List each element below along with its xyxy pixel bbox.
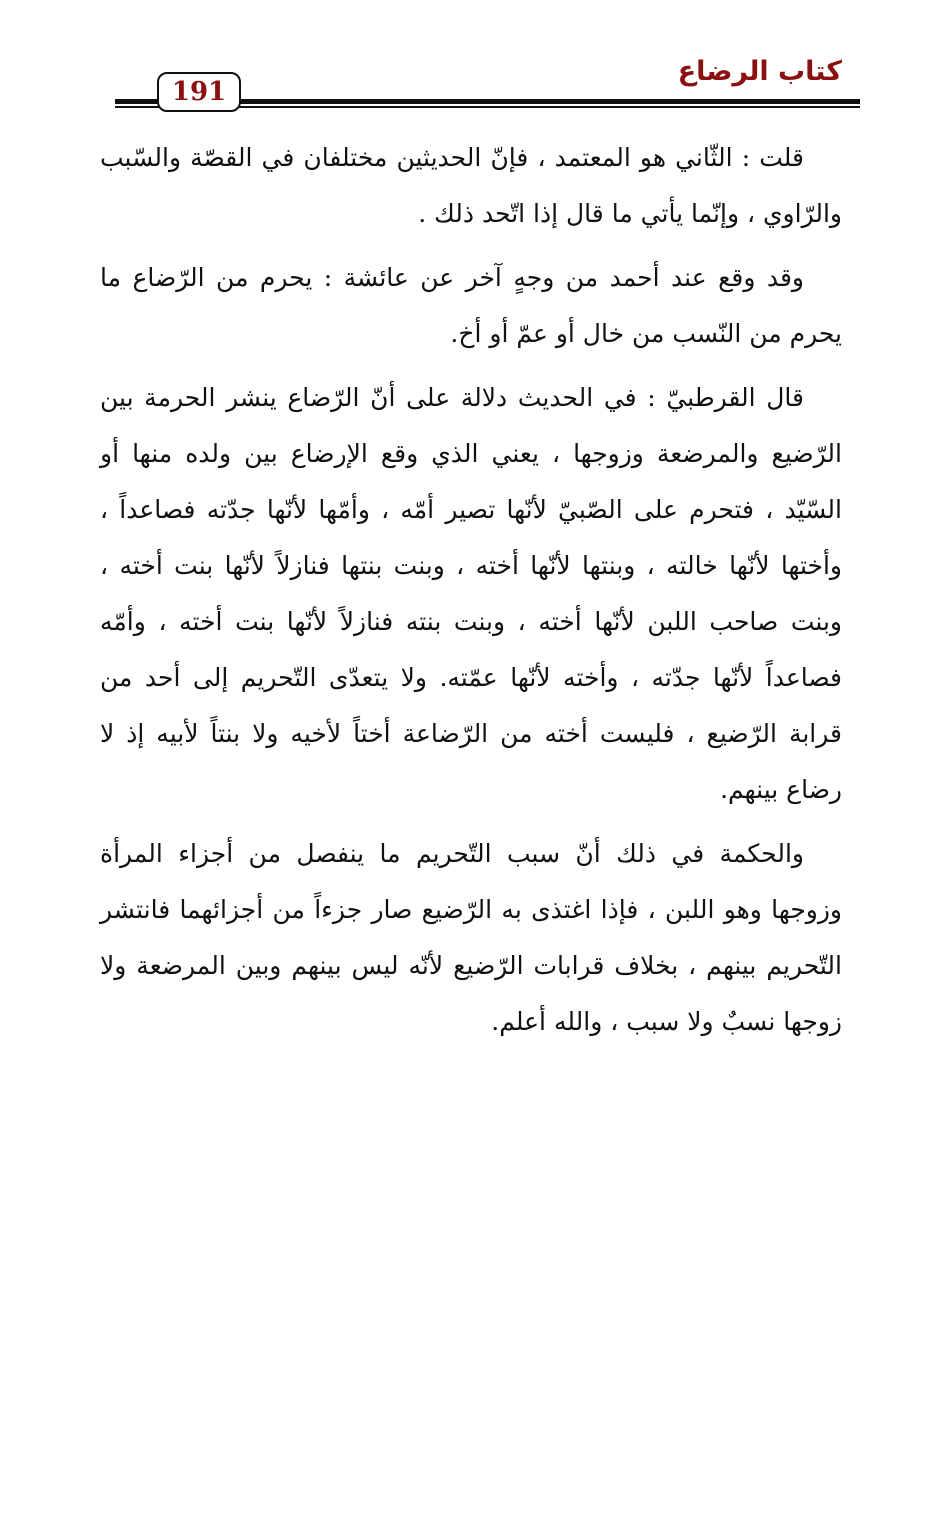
paragraph-2: وقد وقع عند أحمد من وجهٍ آخر عن عائشة : يحرم من الرّضاع ما يحرم من النّسب من خال أو عمّ أو أخ.	[100, 263, 842, 348]
paragraph-3: قال القرطبيّ : في الحديث دلالة على أنّ الرّضاع ينشر الحرمة بين الرّضيع والمرضعة وزوجها ، يعني الذي وقع الإرضاع بين ولده منها أو السّيّد ، فتحرم على الصّبيّ لأنّها تصير أمّه ، وأمّها لأنّها جدّته فصاعداً ، وأختها لأنّها خالته ، وبنتها لأنّها أخته ، وبنت بنتها فنازلاً لأنّها بنت أخته ، وبنت صاحب اللبن لأنّها أخته ، وبنت بنته فنازلاً لأنّها بنت أخته ، وأمّه فصاعداً لأنّها جدّته ، وأخته لأنّها عمّته. ولا يتعدّى التّحريم إلى أحد من قرابة الرّضيع ، فليست أخته من الرّضاعة أختاً لأخيه ولا بنتاً لأبيه إذ لا رضاع بينهم.	[100, 383, 842, 804]
paragraph-4: والحكمة في ذلك أنّ سبب التّحريم ما ينفصل من أجزاء المرأة وزوجها وهو اللبن ، فإذا اغتذى به الرّضيع صار جزءاً من أجزائهما فانتشر التّحريم بينهم ، بخلاف قرابات الرّضيع لأنّه ليس بينهم وبين المرضعة ولا زوجها نسبٌ ولا سبب ، والله أعلم.	[100, 839, 842, 1036]
page-number: 191	[157, 72, 241, 112]
body-text	[100, 130, 842, 1058]
chapter-title: كتاب الرضاع	[677, 56, 842, 87]
paragraph-1: قلت : الثّاني هو المعتمد ، فإنّ الحديثين مختلفان في القصّة والسّبب والرّاوي ، وإنّما يأتي ما قال إذا اتّحد ذلك .	[100, 143, 842, 228]
